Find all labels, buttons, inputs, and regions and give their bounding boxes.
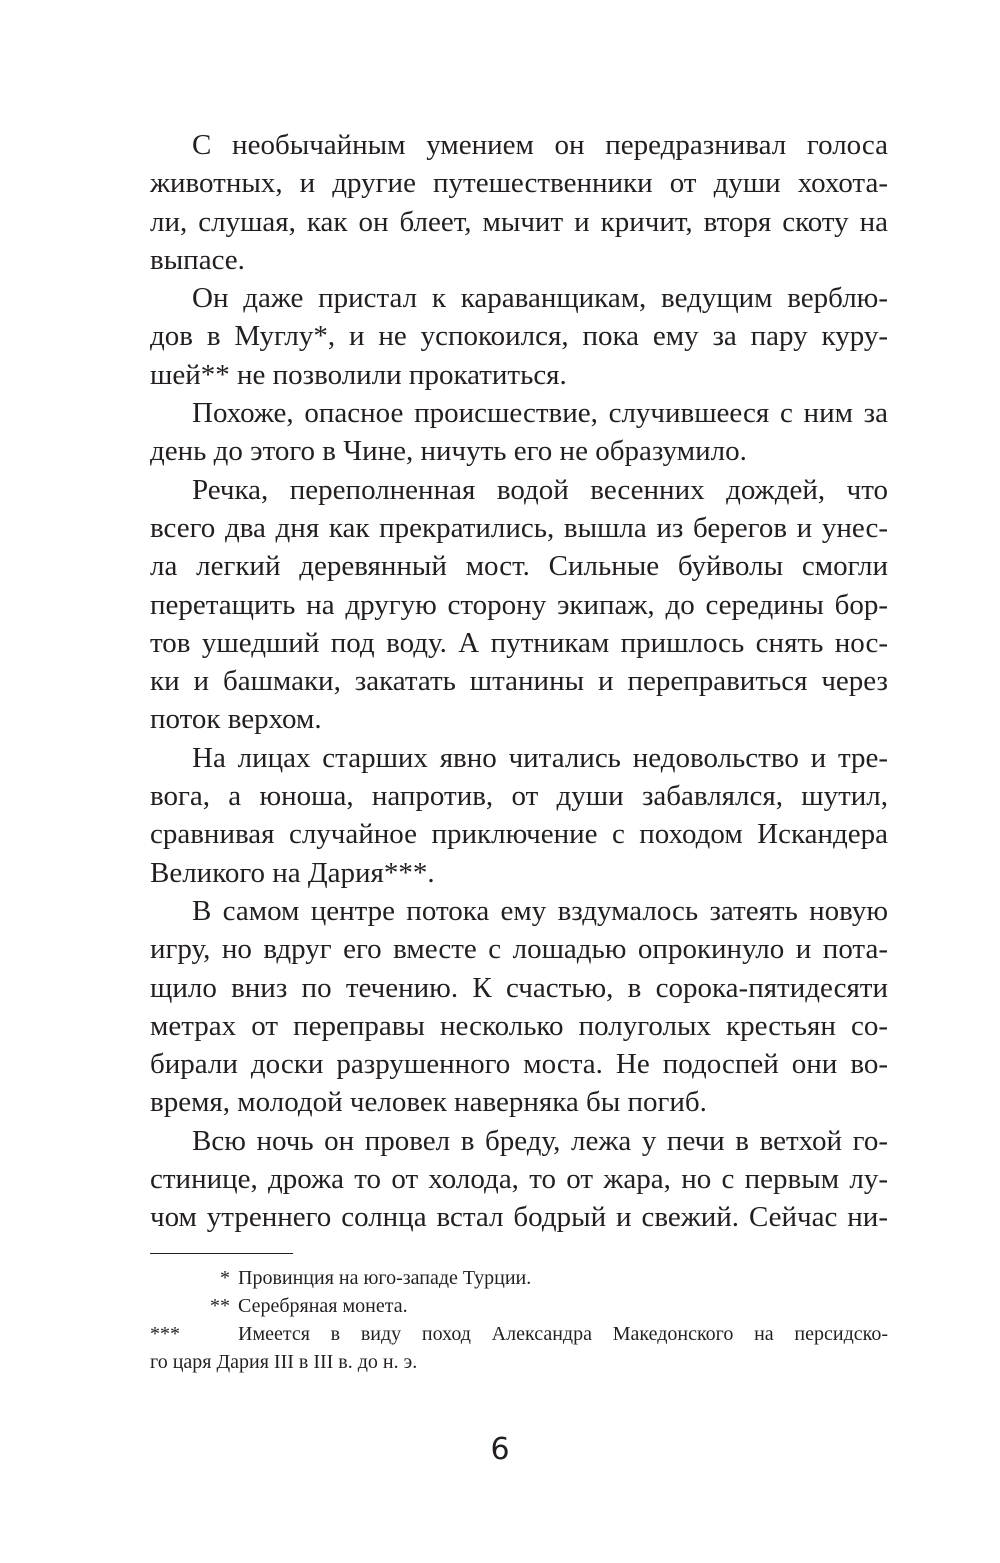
- text-line: тов ушедший под воду. А путникам пришлось снять нос-: [150, 626, 888, 659]
- body-text: [150, 126, 888, 1237]
- footnote-text: Имеется в виду поход Александра Македонского на персидско-: [238, 1323, 888, 1345]
- text-line: сравнивая случайное приключение с походом Искандера: [150, 818, 888, 851]
- text-line: Всю ночь он провел в бреду, лежа у печи в ветхой го-: [192, 1124, 888, 1157]
- text-line: чом утреннего солнца встал бодрый и свежий. Сейчас ни-: [150, 1201, 888, 1234]
- text-line: вога, а юноша, напротив, от души забавлялся, шутил,: [150, 780, 888, 813]
- footnote-line: [150, 1264, 888, 1292]
- footnote-marker: ***: [150, 1323, 180, 1345]
- text-line: стинице, дрожа то от холода, то от жара, но с первым лу-: [150, 1163, 888, 1196]
- text-line: всего два дня как прекратились, вышла из берегов и унес-: [150, 511, 888, 544]
- text-line: время, молодой человек наверняка бы погиб.: [150, 1086, 707, 1119]
- footnote-line: [150, 1320, 888, 1348]
- paragraph: [150, 471, 888, 739]
- text-line: перетащить на другую сторону экипаж, до середины бор-: [150, 588, 888, 621]
- paragraph: [150, 394, 888, 471]
- text-line: игру, но вдруг его вместе с лошадью опрокинуло и пота-: [150, 933, 888, 966]
- text-line: Великого на Дария***.: [150, 856, 435, 889]
- text-line: дов в Муглу*, и не успокоился, пока ему за пару куру-: [150, 320, 888, 353]
- footnote-text: Серебряная монета.: [238, 1295, 408, 1317]
- text-line: бирали доски разрушенного моста. Не подоспей они во-: [150, 1048, 888, 1081]
- footnote-line: [150, 1348, 888, 1376]
- footnote-marker: **: [210, 1295, 230, 1317]
- text-line: животных, и другие путешественники от души хохота-: [150, 167, 888, 200]
- text-line: день до этого в Чине, ничуть его не образумило.: [150, 435, 747, 468]
- text-line: ки и башмаки, закатать штанины и переправиться через: [150, 665, 888, 698]
- paragraph: [150, 892, 888, 1122]
- text-line: ли, слушая, как он блеет, мычит и кричит, вторя скоту на: [150, 205, 888, 238]
- footnotes: [150, 1264, 888, 1376]
- text-line: поток верхом.: [150, 703, 322, 736]
- paragraph: [150, 1122, 888, 1237]
- text-line: Он даже пристал к караванщикам, ведущим верблю-: [192, 282, 888, 315]
- text-line: С необычайным умением он передразнивал голоса: [192, 129, 888, 161]
- footnote-separator: [150, 1253, 293, 1254]
- text-line: На лицах старших явно читались недовольство и тре-: [192, 741, 888, 774]
- text-line: щило вниз по течению. К счастью, в сорока-пятидесяти: [150, 971, 888, 1004]
- text-line: Похоже, опасное происшествие, случившееся с ним за: [192, 397, 888, 430]
- footnote-text: го царя Дария III в III в. до н. э.: [150, 1351, 418, 1373]
- text-line: метрах от переправы несколько полуголых крестьян со-: [150, 1009, 888, 1042]
- text-line: шей** не позволили прокатиться.: [150, 358, 567, 391]
- text-line: выпасе.: [150, 243, 245, 276]
- footnote-marker: *: [220, 1267, 230, 1289]
- paragraph: [150, 126, 888, 279]
- footnote-text: Провинция на юго-западе Турции.: [238, 1267, 532, 1289]
- footnote-line: [150, 1292, 888, 1320]
- paragraph: [150, 279, 888, 394]
- page-number: 6: [490, 1432, 510, 1467]
- text-line: Речка, переполненная водой весенних дождей, что: [192, 473, 888, 506]
- text-line: В самом центре потока ему вздумалось затеять новую: [192, 894, 888, 927]
- text-line: ла легкий деревянный мост. Сильные буйволы смогли: [150, 550, 888, 583]
- paragraph: [150, 739, 888, 892]
